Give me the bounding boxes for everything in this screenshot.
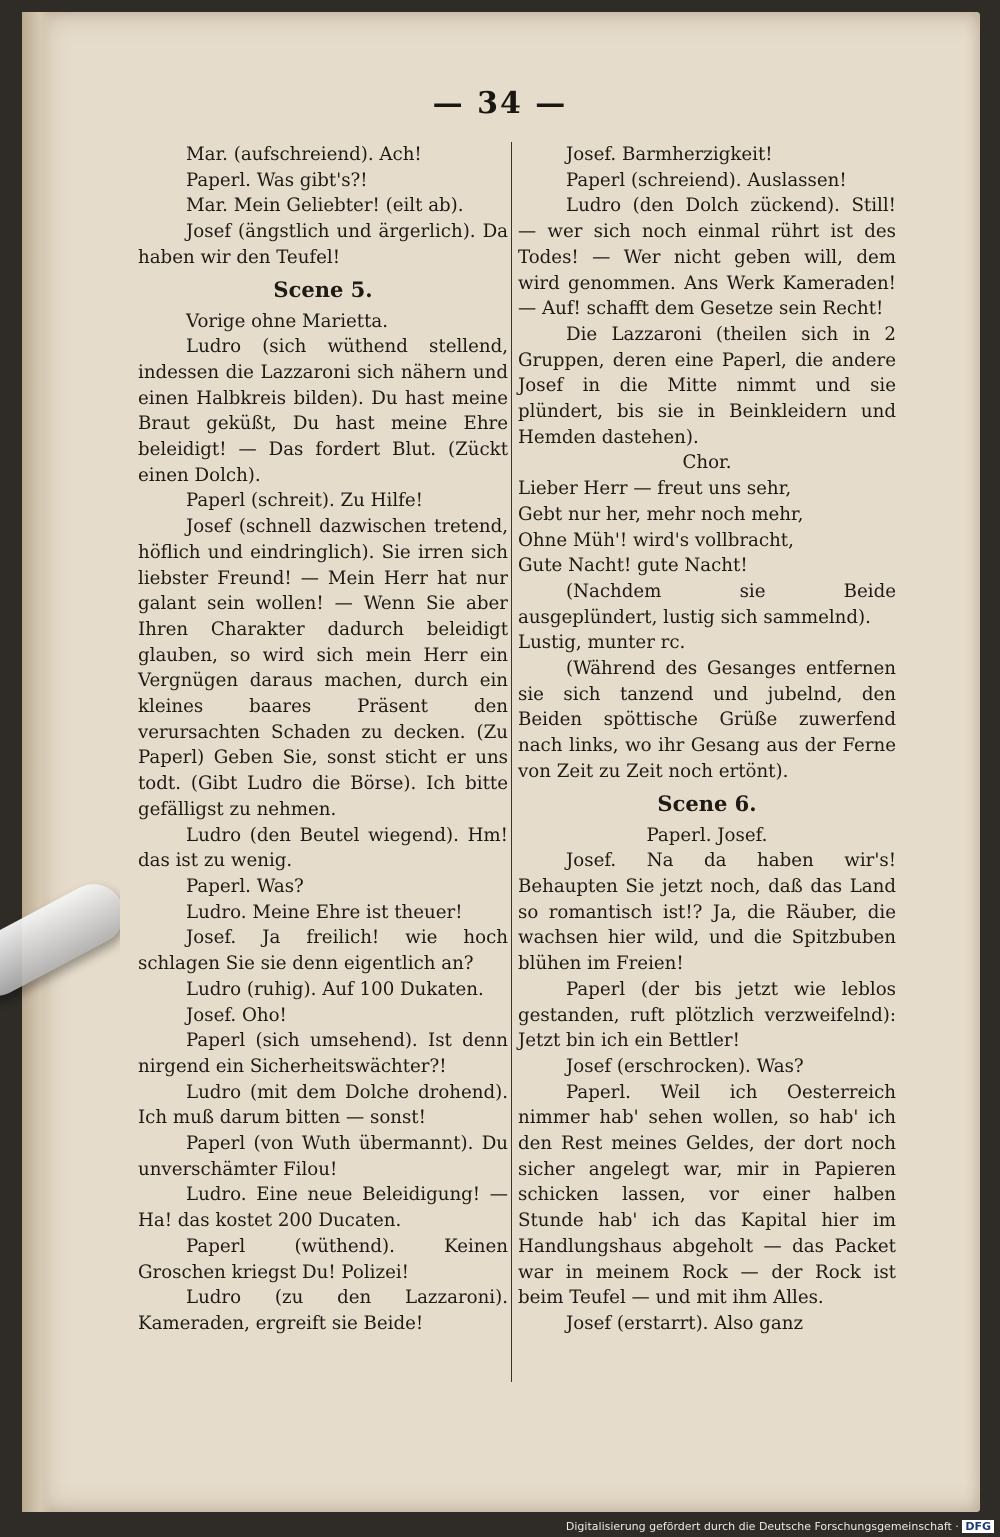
text-paragraph: Josef (schnell dazwischen tretend, höflich und eindringlich). Sie irren sich liebster Freund! — Mein Herr hat nur galant sein wollen! — Wenn Sie aber Ihren Charakter dadurch beleidigt glauben, so wird sich mein Herr ein Vergnügen daraus machen, durch ein kleines baares Präsent den verursachten Schaden zu decken. (Zu Paperl) Geben Sie, sonst sticht er uns todt. (Gibt Ludro die Börse). Ich bitte gefälligst zu nehmen. (138, 516, 508, 820)
text-paragraph: Paperl (sich umsehend). Ist denn nirgend ein Sicherheitswächter?! (138, 1030, 508, 1077)
text-paragraph: Paperl (von Wuth übermannt). Du unverschämter Filou! (138, 1133, 508, 1180)
text-paragraph: Josef. Oho! (186, 1004, 287, 1026)
text-paragraph: Ohne Müh'! wird's vollbracht, (518, 529, 794, 551)
text-paragraph: Lustig, munter rc. (518, 632, 686, 654)
text-paragraph: Mar. Mein Geliebter! (eilt ab). (186, 195, 464, 217)
text-paragraph: Paperl. Was gibt's?! (186, 169, 368, 191)
text-paragraph: Josef (erschrocken). Was? (566, 1055, 804, 1077)
text-paragraph: Paperl. Was? (186, 875, 304, 897)
text-paragraph: Die Lazzaroni (theilen sich in 2 Gruppen, deren eine Paperl, die andere Josef in die Mitte nimmt und sie plündert, bis sie in Beinkleidern und Hemden dastehen). (518, 323, 896, 448)
text-paragraph: Josef. Ja freilich! wie hoch schlagen Sie sie denn eigentlich an? (138, 927, 508, 975)
text-paragraph: (Während des Gesanges entfernen sie sich tanzend und jubelnd, den Beiden spöttische Grüße zuwerfend nach links, wo ihr Gesang aus der Ferne von Zeit zu Zeit noch ertönt). (518, 658, 896, 782)
scene-heading: Scene 6. (657, 790, 757, 816)
text-paragraph: Paperl (wüthend). Keinen Groschen kriegst Du! Polizei! (138, 1235, 508, 1283)
left-text-column (138, 142, 508, 1337)
text-paragraph: Ludro (zu den Lazzaroni). Kameraden, ergreift sie Beide! (138, 1287, 508, 1334)
text-paragraph: Josef (ängstlich und ärgerlich). Da haben wir den Teufel! (138, 221, 508, 268)
page-gutter (22, 12, 52, 1512)
text-paragraph: Ludro. Meine Ehre ist theuer! (186, 901, 463, 923)
text-paragraph: Paperl (der bis jetzt wie leblos gestanden, ruft plötzlich verzweifelnd): Jetzt bin ich ein Bettler! (518, 978, 896, 1052)
text-paragraph: Ludro (mit dem Dolche drohend). Ich muß darum bitten — sonst! (138, 1081, 508, 1129)
scene-heading: Scene 5. (273, 276, 373, 302)
text-paragraph: Ludro (ruhig). Auf 100 Dukaten. (186, 978, 484, 1000)
text-paragraph: Paperl (schreit). Zu Hilfe! (186, 490, 423, 512)
dfg-logo: DFG (962, 1520, 994, 1533)
text-paragraph: Paperl. Josef. (646, 824, 768, 846)
text-paragraph: Josef. Barmherzigkeit! (566, 144, 773, 165)
text-paragraph: Mar. (aufschreiend). Ach! (186, 144, 422, 165)
page-number: — 34 — (432, 86, 568, 121)
text-paragraph: Josef. Na da haben wir's! Behaupten Sie jetzt noch, daß das Land so romantisch ist!? Ja, die Räuber, die wachsen hier wild, und die Spitzbuben blühen im Freien! (518, 850, 896, 975)
text-paragraph: Paperl. Weil ich Oesterreich nimmer hab' sehen wollen, so hab' ich den Rest meines Geldes, der dort noch sicher angelegt war, mir in Papieren schicken lassen, vor einer halben Stunde hab' ich das Kapital hier im Handlungshaus abgeholt — das Packet war in meinem Rock — der Rock ist beim Teufel — und mit ihm Alles. (518, 1081, 896, 1309)
text-paragraph: Gebt nur her, mehr noch mehr, (518, 503, 804, 525)
text-paragraph: Josef (erstarrt). Also ganz (566, 1312, 804, 1334)
text-paragraph: Ludro (sich wüthend stellend, indessen die Lazzaroni sich nähern und einen Halbkreis bilden). Du hast meine Braut geküßt, Du hast meine Ehre beleidigt! — Das fordert Blut. (Zückt einen Dolch). (138, 336, 508, 486)
text-paragraph: Gute Nacht! gute Nacht! (518, 555, 748, 577)
text-paragraph: Ludro (den Beutel wiegend). Hm! das ist zu wenig. (138, 824, 508, 872)
text-paragraph: Ludro. Eine neue Beleidigung! — Ha! das kostet 200 Ducaten. (138, 1184, 508, 1232)
text-paragraph: Paperl (schreiend). Auslassen! (566, 169, 847, 191)
digitization-credit (566, 1520, 994, 1533)
text-paragraph: (Nachdem sie Beide ausgeplündert, lustig sich sammelnd). (518, 580, 896, 628)
text-paragraph: Ludro (den Dolch zückend). Still! — wer sich noch einmal rührt ist des Todes! — Wer nicht geben will, dem wird genommen. Ans Werk Kameraden! — Auf! schafft dem Gesetze sein Recht! (518, 195, 896, 320)
right-text-column (518, 142, 896, 1337)
text-paragraph: Vorige ohne Marietta. (186, 310, 389, 332)
text-paragraph: Chor. (682, 452, 732, 474)
column-divider (511, 142, 512, 1382)
text-paragraph: Lieber Herr — freut uns sehr, (518, 478, 792, 500)
credit-text: Digitalisierung gefördert durch die Deutsche Forschungsgemeinschaft · (565, 1520, 959, 1533)
scanner-thumb-shadow (0, 880, 120, 1030)
